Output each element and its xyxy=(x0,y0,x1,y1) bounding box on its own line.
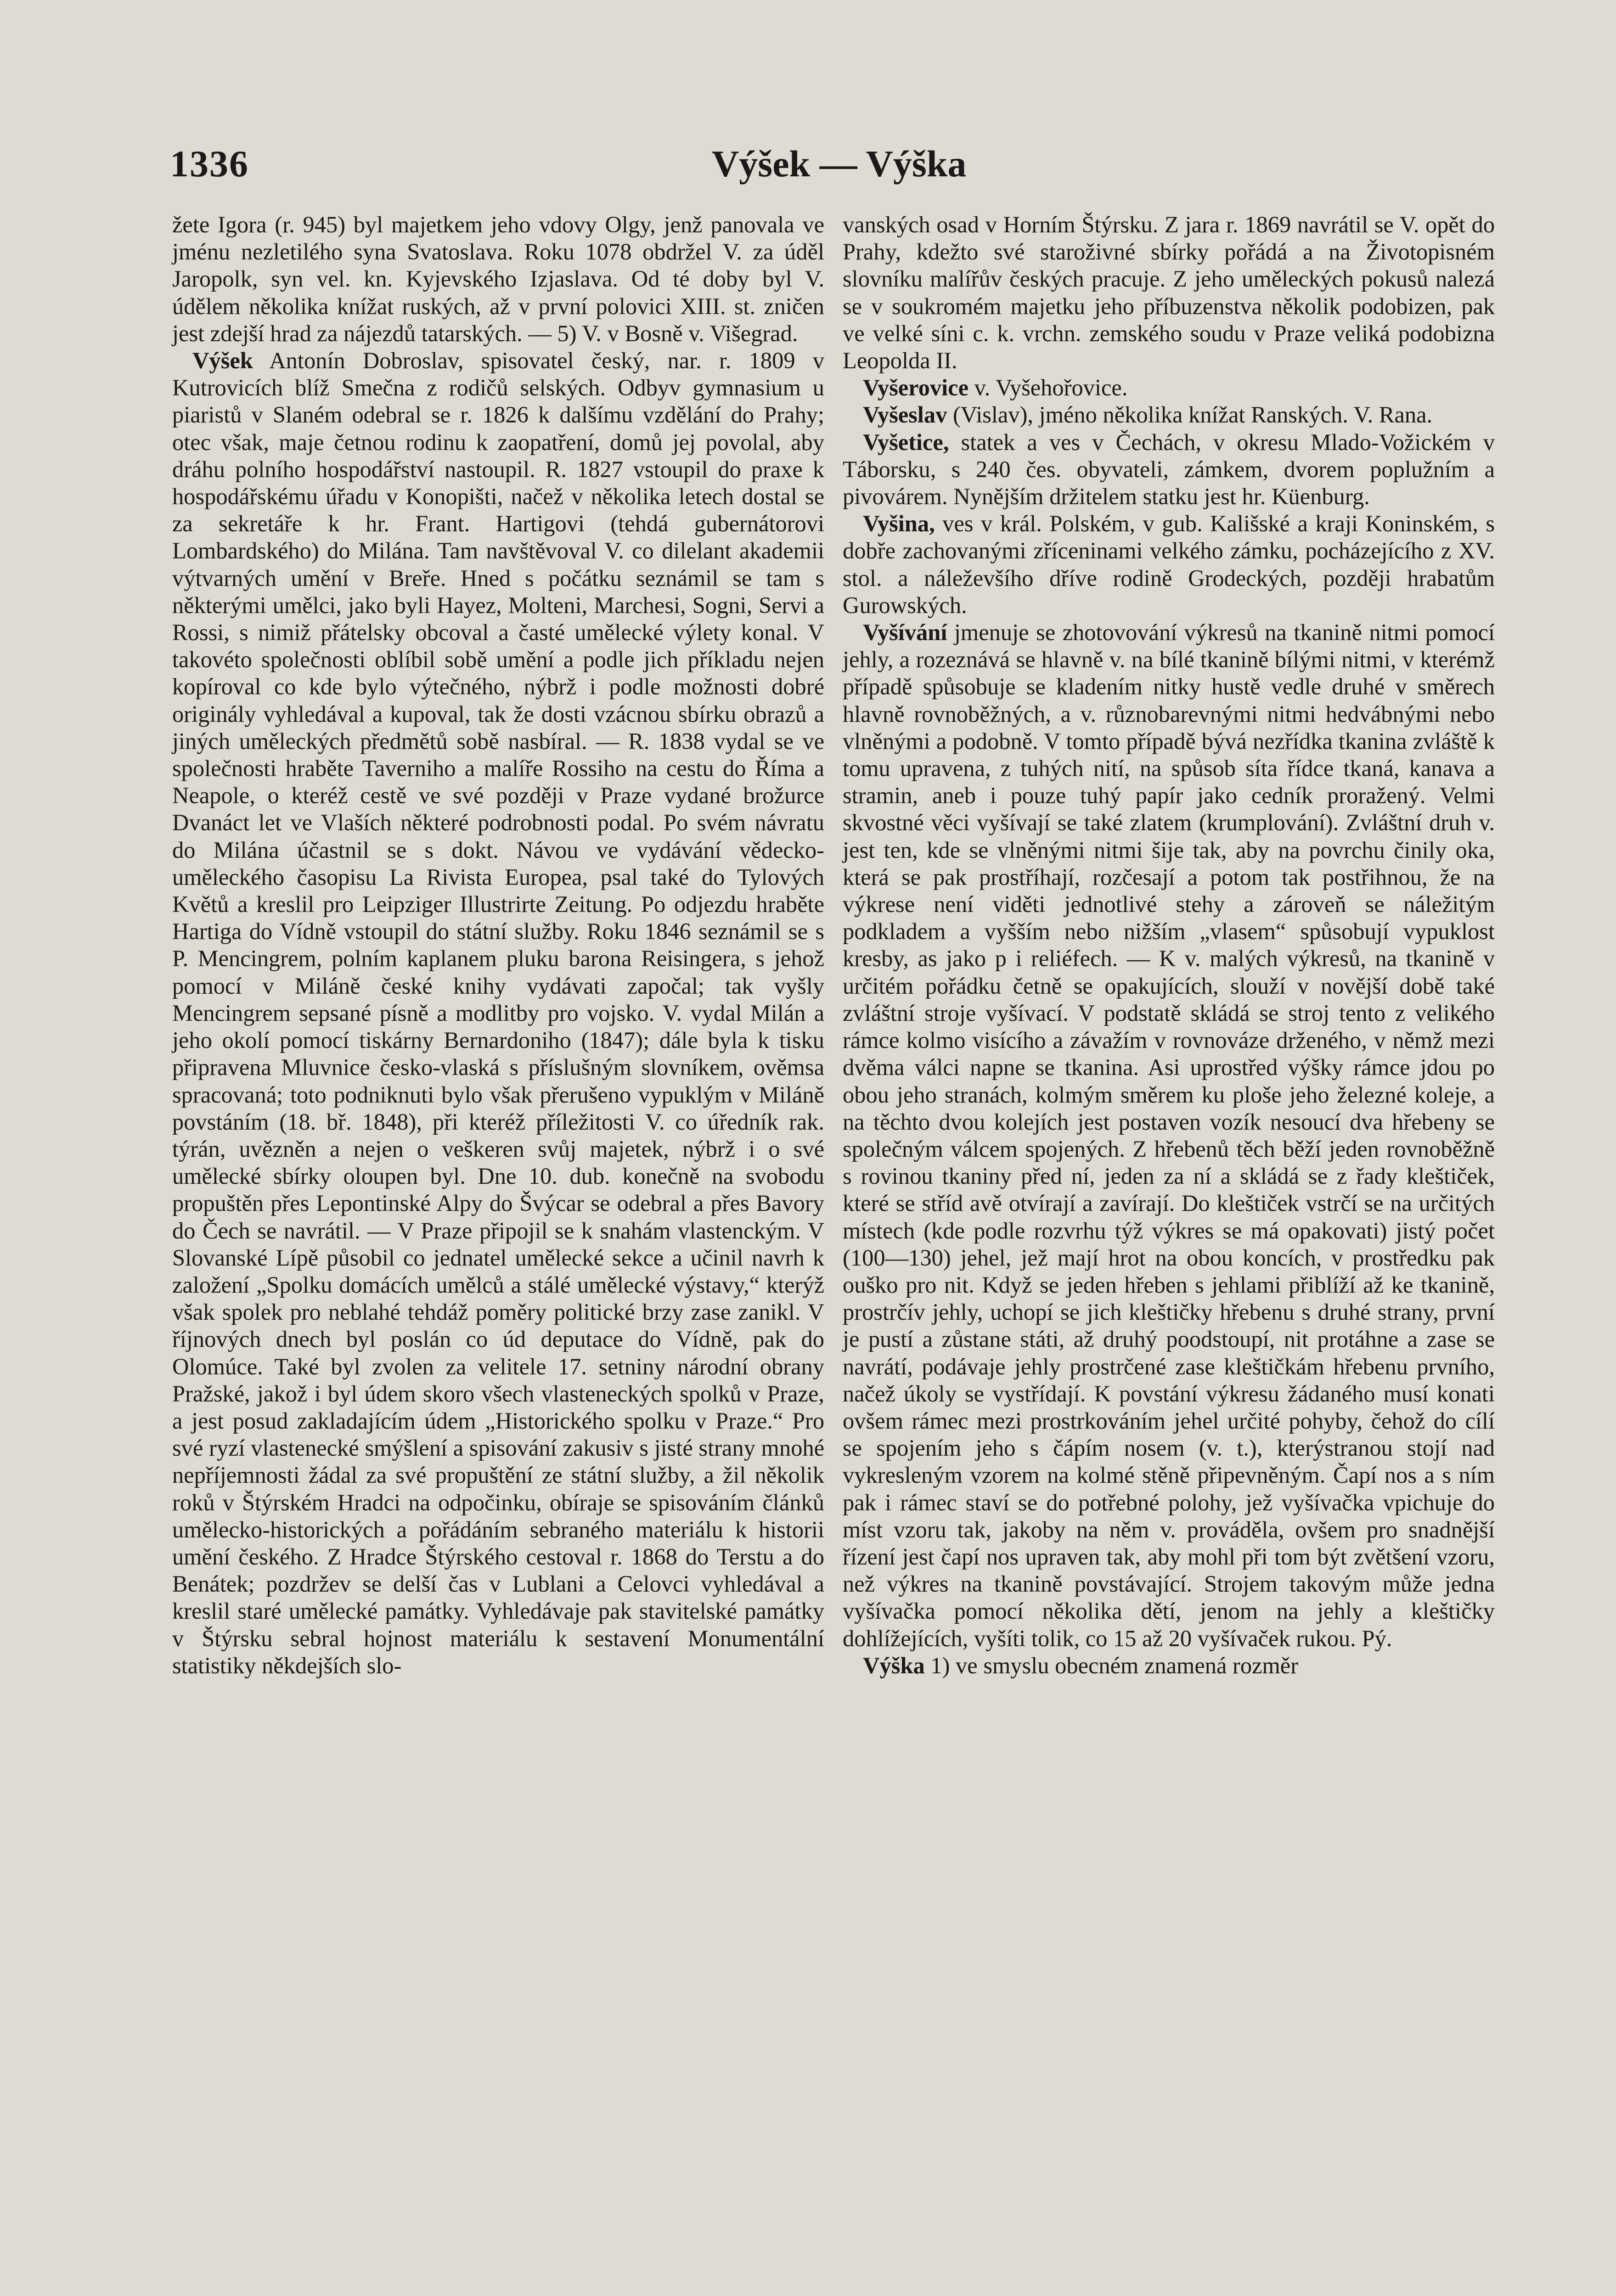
entry-text: jmenuje se zhotovování výkresů na tkanině nitmi pomocí jehly, a rozeznává se hlavně v. na bílé tkanině bílými nitmi, v kterémž případě spůsobuje se kladením nitky hustě vedle druhé v směrech hlavně rovnoběžných, a v. různobarevnými nitmi hedvábnými nebo vlněnými a podobně. V tomto případě bývá nezřídka tkanina zvláště k tomu upravena, z tuhých nití, na spůsob síta řídce tkaná, kanava a stramin, aneb i pouze tuhý papír jako cedník proražený. Velmi skvostné věci vyšívají se také zlatem (krumplování). Zvláštní druh v. jest ten, kde se vlněnými nitmi šije tak, aby na povrchu činily oka, která se pak prostříhají, rozčesají a potom tak postřihnou, že na výkrese není viděti jednotlivé stehy a zároveň se náležitým podkladem a vyšším nebo nižším „vlasem“ spůsobují vypuklost kresby, as jako p i reliéfech. — K v. malých výkresů, na tkanině v určitém pořádku četně se opakujících, slouží v novější době také zvláštní stroje vyšívací. V podstatě skládá se stroj tento z velikého rámce kolmo visícího a závažím v rovnováze drženého, v němž mezi dvěma válci napne se tkanina. Asi uprostřed výšky rámce jdou po obou jeho stranách, kolmým směrem ku ploše jeho železné koleje, a na těchto dvou kolejích jest postaven vozík nesoucí dva hřebeny se společným válcem spojených. Z hřebenů těch běží jeden rovnoběžně s rovinou tkaniny před ní, jeden za ní a skládá se z řady kleštiček, které se stříd avě otvírají a zavírají. Do kleštiček vstrčí se na určitých místech (kde podle rozvrhu týž výkres se má opakovati) jistý počet (100—130) jehel, jež mají hrot na obou koncích, v prostředku pak ouško pro nit. Když se jeden hřeben s jehlami přiblíží až ke tkanině, prostrčív jehly, uchopí se jich kleštičky hřebenu s druhé strany, první je pustí a zůstane státi, až druhý poodstoupí, nit protáhne a zase se navrátí, podávaje jehly prostrčené zase kleštičkám hřebenu prvního, načež úkoly se vystřídají. K povstání výkresu žádaného musí konati ovšem rámec mezi prostrkováním jehel určité pohyby, čehož do cílí se spojením jeho s čápím nosem (v. t.), kterýstranou stojí nad vykresleným vzorem na kolmé stěně připevněným. Čapí nos a s ním pak i rámec staví se do potřebné polohy, jež vyšívačka vpichuje do míst vzoru tak, jakoby na něm v. prováděla, ovšem pro snadnější řízení jest čapí nos upraven tak, aby mohl při tom být zvětšení vzoru, než výkres na tkanině povstávající. Strojem takovým může jedna vyšívačka pomocí několika dětí, jenom na jehly a kleštičky dohlížejících, vyšíti tolik, co 15 až 20 vyšívaček rukou. Pý. xyxy=(843,619,1495,1651)
entry-headword: Vyšina, xyxy=(863,511,935,537)
entry-text: statek a ves v Čechách, v okresu Mlado-Vožickém v Táborsku, s 240 čes. obyvateli, zámkem, dvorem poplužním a pivovárem. Nynějším držitelem statku jest hr. Küenburg. xyxy=(843,429,1495,510)
entry-headword: Vyšívání xyxy=(863,619,947,646)
entry-text: vanských osad v Horním Štýrsku. Z jara r. 1869 navrátil se V. opět do Prahy, kdežto své staroživné sbírky pořádá a na Životopisném slovníku malířův českých pracuje. Z jeho uměleckých pokusů nalezá se v soukromém majetku jeho příbuzenstva několik podobizen, pak ve velké síni c. k. vrchn. zemského soudu v Praze veliká podobizna Leopolda II. xyxy=(843,212,1495,374)
dictionary-entry xyxy=(843,401,1495,428)
dictionary-entry xyxy=(843,510,1495,619)
continued-entry xyxy=(843,211,1495,374)
dictionary-entry xyxy=(172,347,824,1679)
continued-entry xyxy=(172,211,824,347)
right-column xyxy=(843,211,1495,1679)
dictionary-entry xyxy=(843,374,1495,401)
left-column xyxy=(172,211,824,1679)
dictionary-entry xyxy=(843,1652,1495,1679)
entry-text: (Vislav), jméno několika knížat Ranských. V. Rana. xyxy=(947,402,1433,428)
entry-headword: Vyšeslav xyxy=(863,402,947,428)
entry-headword: Výšek xyxy=(192,348,253,374)
entry-text: ves v král. Polském, v gub. Kališské a kraji Koninském, s dobře zachovanými zříceninami velkého zámku, pocházejícího z XV. stol. a náleževšího dříve rodině Grodeckých, později hrabatům Gurowských. xyxy=(843,511,1495,618)
dictionary-entry xyxy=(843,619,1495,1652)
dictionary-entry xyxy=(843,429,1495,511)
entry-text: Antonín Dobroslav, spisovatel český, nar. r. 1809 v Kutrovicích blíž Smečna z rodičů selských. Odbyv gymnasium u piaristů v Slaném odebral se r. 1826 k dalšímu vzdělání do Prahy; otec však, maje četnou rodinu k zaopatření, domů jej povolal, aby dráhu polního hospodářství nastoupil. R. 1827 vstoupil do praxe k hospodářskému úřadu v Konopišti, načež v několika letech dostal se za sekretáře k hr. Frant. Hartigovi (tehdá gubernátorovi Lombardského) do Milána. Tam navštěvoval V. co dilelant akademii výtvarných umění v Breře. Hned s počátku seznámil se tam s některými umělci, jako byli Hayez, Molteni, Marchesi, Sogni, Servi a Rossi, s nimiž přátelsky obcoval a časté umělecké výlety konal. V takovéto společnosti oblíbil sobě umění a podle jich příkladu nejen kopíroval co kde bylo výtečného, nýbrž i podle možnosti dobré originály vyhledával a kupoval, tak že dosti vzácnou sbírku obrazů a jiných uměleckých předmětů sobě nasbíral. — R. 1838 vydal se ve společnosti hraběte Taverniho a malíře Rossiho na cestu do Říma a Neapole, o kteréž cestě ve své později v Praze vydané brožurce Dvanáct let ve Vlaších některé podrobnosti podal. Po svém návratu do Milána účastnil se s dokt. Návou ve vydávání vědecko-uměleckého časopisu La Rivista Europea, psal také do Tylových Květů a kreslil pro Leipziger Illustrirte Zeitung. Po odjezdu hraběte Hartiga do Vídně vstoupil do státní služby. Roku 1846 seznámil se s P. Mencingrem, polním kaplanem pluku barona Reisingera, s jehož pomocí v Miláně české knihy vydávati započal; tak vyšly Mencingrem sepsané písně a modlitby pro vojsko. V. vydal Milán a jeho okolí pomocí tiskárny Bernardoniho (1847); dále byla k tisku připravena Mluvnice česko-vlaská s příslušným slovníkem, ověmsa spracovaná; toto podniknuti bylo však přerušeno vypuklým v Miláně povstáním (18. bř. 1848), při kteréž příležitosti V. co úředník rak. týrán, uvězněn a nejen o veškeren svůj majetek, nýbrž i o své umělecké sbírky oloupen byl. Dne 10. dub. konečně na svobodu propuštěn přes Lepontinské Alpy do Švýcar se odebral a přes Bavory do Čech se navrátil. — V Praze připojil se k snahám vlastenckým. V Slovanské Lípě působil co jednatel umělecké sekce a učinil navrh k založení „Spolku domácích umělců a stálé umělecké výstavy,“ kterýž však spolek pro neblahé tehdáž poměry politické brzy zase zanikl. V říjnových dnech byl poslán co úd deputace do Vídně, pak do Olomúce. Také byl zvolen za velitele 17. setniny národní obrany Pražské, jakož i byl údem skoro všech vlasteneckých spolků v Praze, a jest posud zakladajícím údem „Historického spolku v Praze.“ Pro své ryzí vlastenecké smýšlení a spisování zakusiv s jisté strany mnohé nepříjemnosti žádal za své propuštění ze státní služby, a žil několik roků v Štýrském Hradci na odpočinku, obíraje se spisováním článků umělecko-historických a pořádáním sebraného materiálu k historii umění českého. Z Hradce Štýrského cestoval r. 1868 do Terstu a do Benátek; pozdržev se delší čas v Lublani a Celovci vyhledával a kreslil staré umělecké památky. Vyhledávaje pak stavitelské památky v Štýrsku sebral hojnost materiálu k sestavení Monumentální statistiky někdejších slo- xyxy=(172,348,824,1678)
entry-text: 1) ve smyslu obecném znamená rozměr xyxy=(924,1652,1299,1678)
running-head: Výšek — Výška xyxy=(712,143,967,185)
entry-text: v. Vyšehořovice. xyxy=(968,375,1128,401)
entry-text: žete Igora (r. 945) byl majetkem jeho vdovy Olgy, jenž panovala ve jménu nezletilého syna Svatoslava. Roku 1078 obdržel V. za úděl Jaropolk, syn vel. kn. Kyjevského Izjaslava. Od té doby byl V. údělem několika knížat ruských, až v první polovici XIII. st. zničen jest zdejší hrad za nájezdů tatarských. — 5) V. v Bosně v. Višegrad. xyxy=(172,212,824,346)
entry-headword: Vyšerovice xyxy=(863,375,969,401)
page-number: 1336 xyxy=(170,143,249,185)
entry-headword: Výška xyxy=(863,1652,925,1678)
entry-headword: Vyšetice, xyxy=(863,429,949,455)
page-header xyxy=(170,142,1456,197)
